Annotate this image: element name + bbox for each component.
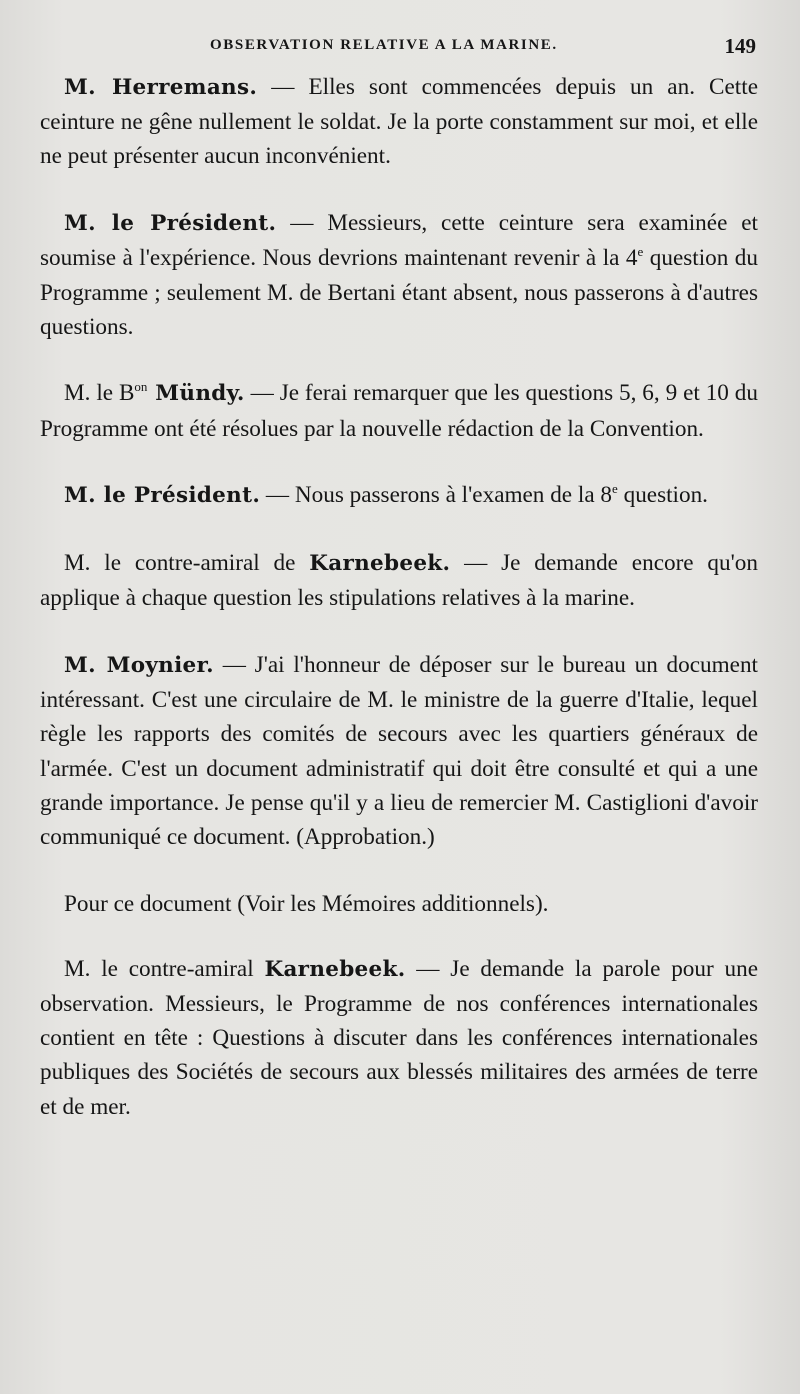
paragraph-text-continued: question.	[617, 482, 708, 509]
speaker-name: Karnebeek.	[309, 551, 451, 577]
title-superscript: on	[134, 379, 148, 395]
paragraph-president-1	[40, 206, 758, 344]
paragraph-text-continued: question du Programme ; seulement M. de Bertani étant absent, nous passerons à d'autres questions.	[40, 245, 758, 340]
speaker-name: M. le Président.	[64, 483, 261, 509]
paragraph-text: — Nous passerons à l'examen de la 8	[260, 482, 613, 509]
paragraph-karnebeek-1	[40, 546, 758, 615]
page-number: 149	[724, 34, 756, 58]
page-body	[40, 70, 758, 1156]
page-header	[40, 34, 760, 60]
running-head: OBSERVATION RELATIVE A LA MARINE.	[210, 37, 558, 53]
paragraph-text: — Je demande la parole pour une observation. Messieurs, le Programme de nos conférences internationales contient en tête : Questions à discuter dans les conférences internationales publiques des Sociétés de secours aux blessés militaires des armées de terre et de mer.	[40, 955, 759, 1120]
speaker-name: M. Herremans.	[64, 75, 258, 100]
speaker-name: Karnebeek.	[264, 956, 406, 982]
paragraph-karnebeek-2	[40, 952, 758, 1124]
paragraph-president-2	[40, 478, 758, 513]
paragraph-text: — J'ai l'honneur de déposer sur le bureau un document intéressant. C'est une circulaire de M. le ministre de la guerre d'Italie, lequel règle les rapports des comités de secours avec les quartiers généraux de l'armée. C'est un document administratif qui doit être consulté et qui a une grande importance. Je pense qu'il y a lieu de remercier M. Castiglioni d'avoir communiqué ce document. (Approbation.)	[40, 651, 758, 850]
paragraph-text: — Je demande encore qu'on applique à chaque question les stipulations relatives à la marine.	[40, 550, 758, 612]
paragraph-text: Pour ce document (Voir les Mémoires additionnels).	[64, 890, 549, 917]
speaker-name: M. le Président.	[64, 211, 277, 237]
speaker-prefix: M. le B	[64, 380, 135, 407]
ordinal-superscript: e	[612, 481, 618, 497]
speaker-prefix: M. le contre-amiral de	[64, 550, 310, 577]
paragraph-text: — Je ferai remarquer que les questions 5, 6, 9 et 10 du Programme ont été résolues par la nouvelle rédaction de la Convention.	[40, 380, 758, 442]
paragraph-text: — Messieurs, cette ceinture sera examinée et soumise à l'expérience. Nous devrions maintenant revenir à la 4	[40, 210, 758, 272]
paragraph-moynier	[40, 648, 758, 854]
speaker-prefix: M. le contre-amiral	[64, 955, 265, 982]
paragraph-herremans	[40, 70, 758, 174]
speaker-name: M. Moynier.	[64, 652, 214, 678]
paragraph-mundy	[40, 376, 758, 445]
paragraph-document-note	[40, 887, 758, 921]
speaker-name: Mündy.	[147, 381, 245, 407]
ordinal-superscript: e	[637, 244, 644, 260]
paragraph-text: — Elles sont commencées depuis un an. Cette ceinture ne gêne nullement le soldat. Je la porte constamment sur moi, et elle ne peut présenter aucun inconvénient.	[40, 74, 758, 170]
